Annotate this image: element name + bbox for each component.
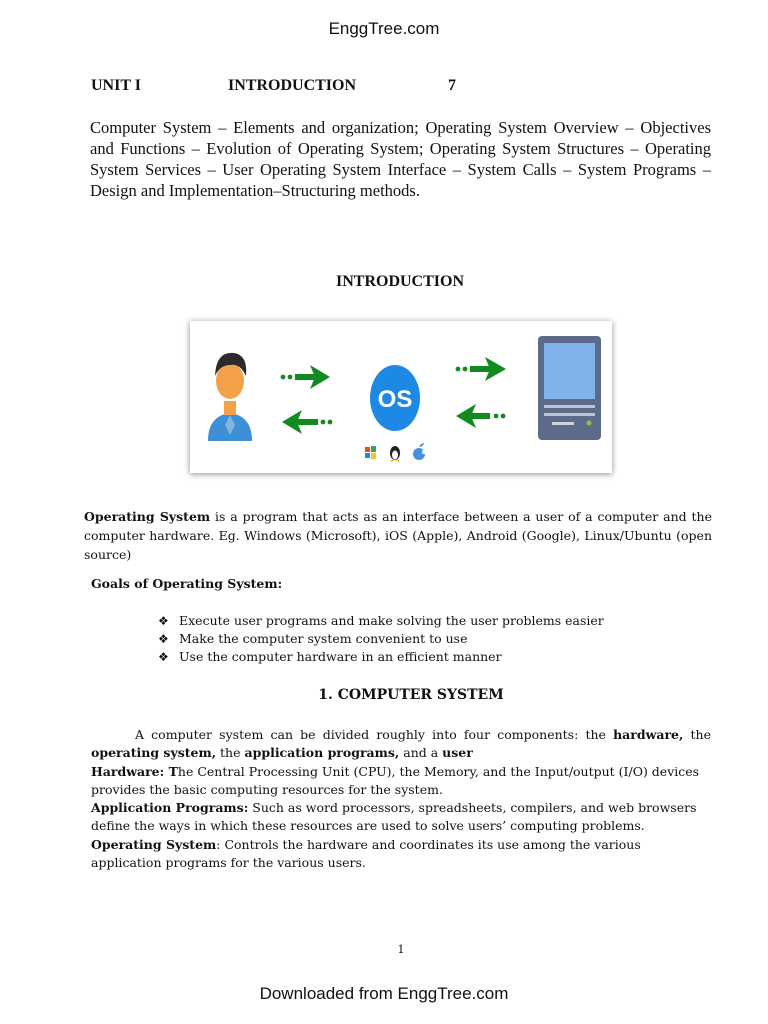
operating-system-paragraph: [91, 836, 711, 873]
arrow-right-icon: [281, 365, 330, 389]
diamond-bullet-icon: ❖: [158, 650, 169, 664]
bold-run: application programs,: [244, 745, 400, 761]
site-footer: Downloaded from EnggTree.com: [259, 984, 509, 1003]
os-diagram: [190, 321, 612, 473]
application-programs-text: Such as word processors, spreadsheets, compilers, and web browsers define the ways in which these resources are used to solve users’ computing problems.: [91, 800, 697, 834]
application-programs-term: Application Programs:: [91, 800, 249, 816]
operating-system-text: : Controls the hardware and coordinates its use among the various application programs for the various users.: [91, 836, 641, 871]
computer-icon: [538, 336, 601, 440]
bold-run: hardware,: [613, 727, 684, 742]
os-icon: [370, 365, 420, 431]
goals-heading: Goals of Operating System:: [91, 576, 283, 591]
bold-run: user: [442, 745, 473, 761]
list-item: [158, 648, 604, 666]
os-definition-term: Operating System: [84, 509, 211, 524]
text-run: A computer system can be divided roughly into four components: the: [135, 727, 614, 742]
unit-label: UNIT I: [91, 77, 141, 94]
text-run: the: [216, 745, 245, 761]
syllabus-text: Computer System – Elements and organization; Operating System Overview – Objectives and Functions – Evolution of Operating System; Operating System Structures – Operating System Services – User Operating System Interface – System Calls – System Programs – Design and Implementation–Structuring methods.: [90, 118, 711, 200]
hardware-paragraph: [91, 763, 711, 800]
list-item: [158, 612, 604, 630]
arrow-left-icon: [282, 410, 332, 434]
introduction-heading: INTRODUCTION: [335, 273, 464, 290]
text-run: and a: [399, 745, 443, 761]
unit-title: INTRODUCTION: [228, 77, 357, 94]
components-paragraph: [91, 726, 711, 763]
arrow-left-icon-2: [456, 404, 505, 428]
os-definition: [84, 507, 712, 564]
text-run: the: [683, 727, 711, 742]
page-number: 1: [397, 943, 405, 956]
site-header: EnggTree.com: [328, 19, 440, 38]
unit-hours: 7: [448, 77, 456, 94]
section-heading: 1. COMPUTER SYSTEM: [318, 687, 504, 703]
computer-system-text: [91, 726, 711, 872]
hardware-text: he Central Processing Unit (CPU), the Memory, and the Input/output (I/O) devices provides the basic computing resources for the system.: [91, 763, 700, 797]
diamond-bullet-icon: ❖: [158, 614, 169, 628]
operating-system-term: Operating System: [91, 836, 217, 852]
list-item: [158, 630, 604, 648]
windows-logo-icon: [365, 446, 376, 459]
os-interface-figure: [190, 321, 612, 473]
linux-logo-icon: [390, 446, 400, 462]
goal-text: Execute user programs and make solving the user problems easier: [179, 613, 604, 628]
goals-list: [158, 612, 604, 666]
goal-text: Use the computer hardware in an efficient manner: [179, 649, 502, 664]
arrow-right-icon-2: [456, 357, 506, 381]
application-programs-paragraph: [91, 799, 711, 836]
os-label: OS: [377, 386, 413, 413]
os-definition-text: is a program that acts as an interface between a user of a computer and the computer hardware. Eg. Windows (Microsoft), iOS (Apple), Android (Google), Linux/Ubuntu (open source): [84, 509, 712, 562]
goal-text: Make the computer system convenient to use: [179, 631, 468, 646]
hardware-term: Hardware: T: [91, 763, 178, 779]
apple-logo-icon: [413, 443, 426, 460]
user-icon: [208, 353, 252, 441]
bold-run: operating system,: [91, 745, 217, 761]
diamond-bullet-icon: ❖: [158, 632, 169, 646]
